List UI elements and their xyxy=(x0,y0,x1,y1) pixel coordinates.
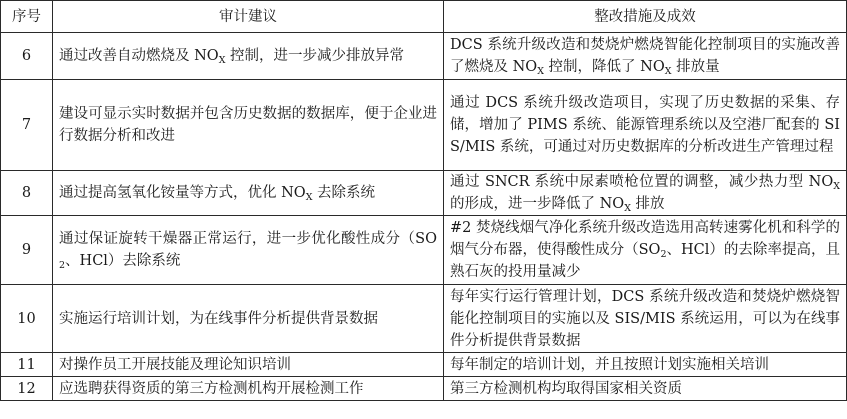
text-run: 、HCl）去除系统 xyxy=(65,253,181,269)
recommendation-cell xyxy=(53,171,444,216)
table-row xyxy=(1,377,847,401)
measures-cell xyxy=(444,353,847,377)
subscript: X xyxy=(664,65,672,77)
table-row xyxy=(1,216,847,285)
measures-cell xyxy=(444,377,847,401)
header-measures: 整改措施及成效 xyxy=(444,1,847,33)
text-run: 通过提高氢氧化铵量等方式，优化 NO xyxy=(59,185,306,201)
text-run: 、HCl）的去除率提高，且熟石灰的投用量减少 xyxy=(450,242,840,280)
text-run: 去除系统 xyxy=(312,185,376,201)
recommendation-cell xyxy=(53,216,444,285)
row-number: 10 xyxy=(1,285,53,353)
text-run: #2 焚烧线烟气净化系统升级改造选用高转速雾化机和科学的烟气分布器，使得酸性成分（SO xyxy=(450,220,840,258)
text-run: DCS 系统升级改造和焚烧炉燃烧智能化控制项目的实施改善了燃烧及 NO xyxy=(450,37,840,75)
row-number: 8 xyxy=(1,171,53,216)
recommendation-cell xyxy=(53,33,444,80)
text-run: 控制，进一步减少排放异常 xyxy=(225,48,405,64)
row-number: 6 xyxy=(1,33,53,80)
text-run: 实施运行培训计划，为在线事件分析提供背景数据 xyxy=(59,310,378,327)
subscript: X xyxy=(833,180,840,192)
table-row xyxy=(1,171,847,216)
table-row xyxy=(1,80,847,171)
measures-cell xyxy=(444,33,847,80)
subscript: 2 xyxy=(59,259,66,271)
text-run: 控制，降低了 NO xyxy=(543,59,665,75)
row-number: 9 xyxy=(1,216,53,285)
subscript: X xyxy=(624,202,631,214)
row-number: 12 xyxy=(1,377,53,401)
text-run: 建设可显示实时数据并包含历史数据的数据库，便于企业进行数据分析和改进 xyxy=(59,106,437,144)
measures-cell xyxy=(444,80,847,171)
table-body xyxy=(1,33,847,401)
text-run: 通过改善自动燃烧及 NO xyxy=(59,48,219,64)
recommendation-cell xyxy=(53,80,444,171)
text-run: 通过 DCS 系统升级改造项目，实现了历史数据的采集、存储，增加了 PIMS 系统、能源管理系统以及空港厂配套的 SIS/MIS 系统，可通过对历史数据库的分析改进生产管理过程 xyxy=(450,95,840,155)
measures-cell xyxy=(444,171,847,216)
subscript: 2 xyxy=(660,248,667,260)
text-run: 排放 xyxy=(630,196,665,212)
row-number: 7 xyxy=(1,80,53,171)
text-run: 每年制定的培训计划，并且按照计划实施相关培训 xyxy=(450,356,769,373)
subscript: X xyxy=(305,191,313,203)
table-row xyxy=(1,353,847,377)
recommendation-cell xyxy=(53,285,444,353)
row-number: 11 xyxy=(1,353,53,377)
text-run: 排放量 xyxy=(671,59,720,75)
header-recommendation: 审计建议 xyxy=(53,1,444,33)
table-row xyxy=(1,33,847,80)
measures-cell xyxy=(444,216,847,285)
text-run: 的形成，进一步降低了 NO xyxy=(450,196,625,212)
text-run: 第三方检测机构均取得国家相关资质 xyxy=(450,380,682,397)
text-run: 每年实行运行管理计划，DCS 系统升级改造和焚烧炉燃烧智能化控制项目的实施以及 SIS/MIS 系统运用，可以为在线事件分析提供背景数据 xyxy=(450,288,840,349)
text-run: 对操作员工开展技能及理论知识培训 xyxy=(59,356,291,373)
text-run: 通过保证旋转干燥器正常运行，进一步优化酸性成分（SO xyxy=(59,231,437,247)
subscript: X xyxy=(537,65,544,77)
header-row xyxy=(1,1,847,33)
table-row xyxy=(1,285,847,353)
measures-cell xyxy=(444,285,847,353)
text-run: 应选聘获得资质的第三方检测机构开展检测工作 xyxy=(59,380,364,397)
header-seq: 序号 xyxy=(1,1,53,33)
recommendation-cell xyxy=(53,377,444,401)
recommendation-cell xyxy=(53,353,444,377)
subscript: X xyxy=(218,54,226,66)
text-run: 通过 SNCR 系统中尿素喷枪位置的调整，减少热力型 NO xyxy=(450,174,834,190)
